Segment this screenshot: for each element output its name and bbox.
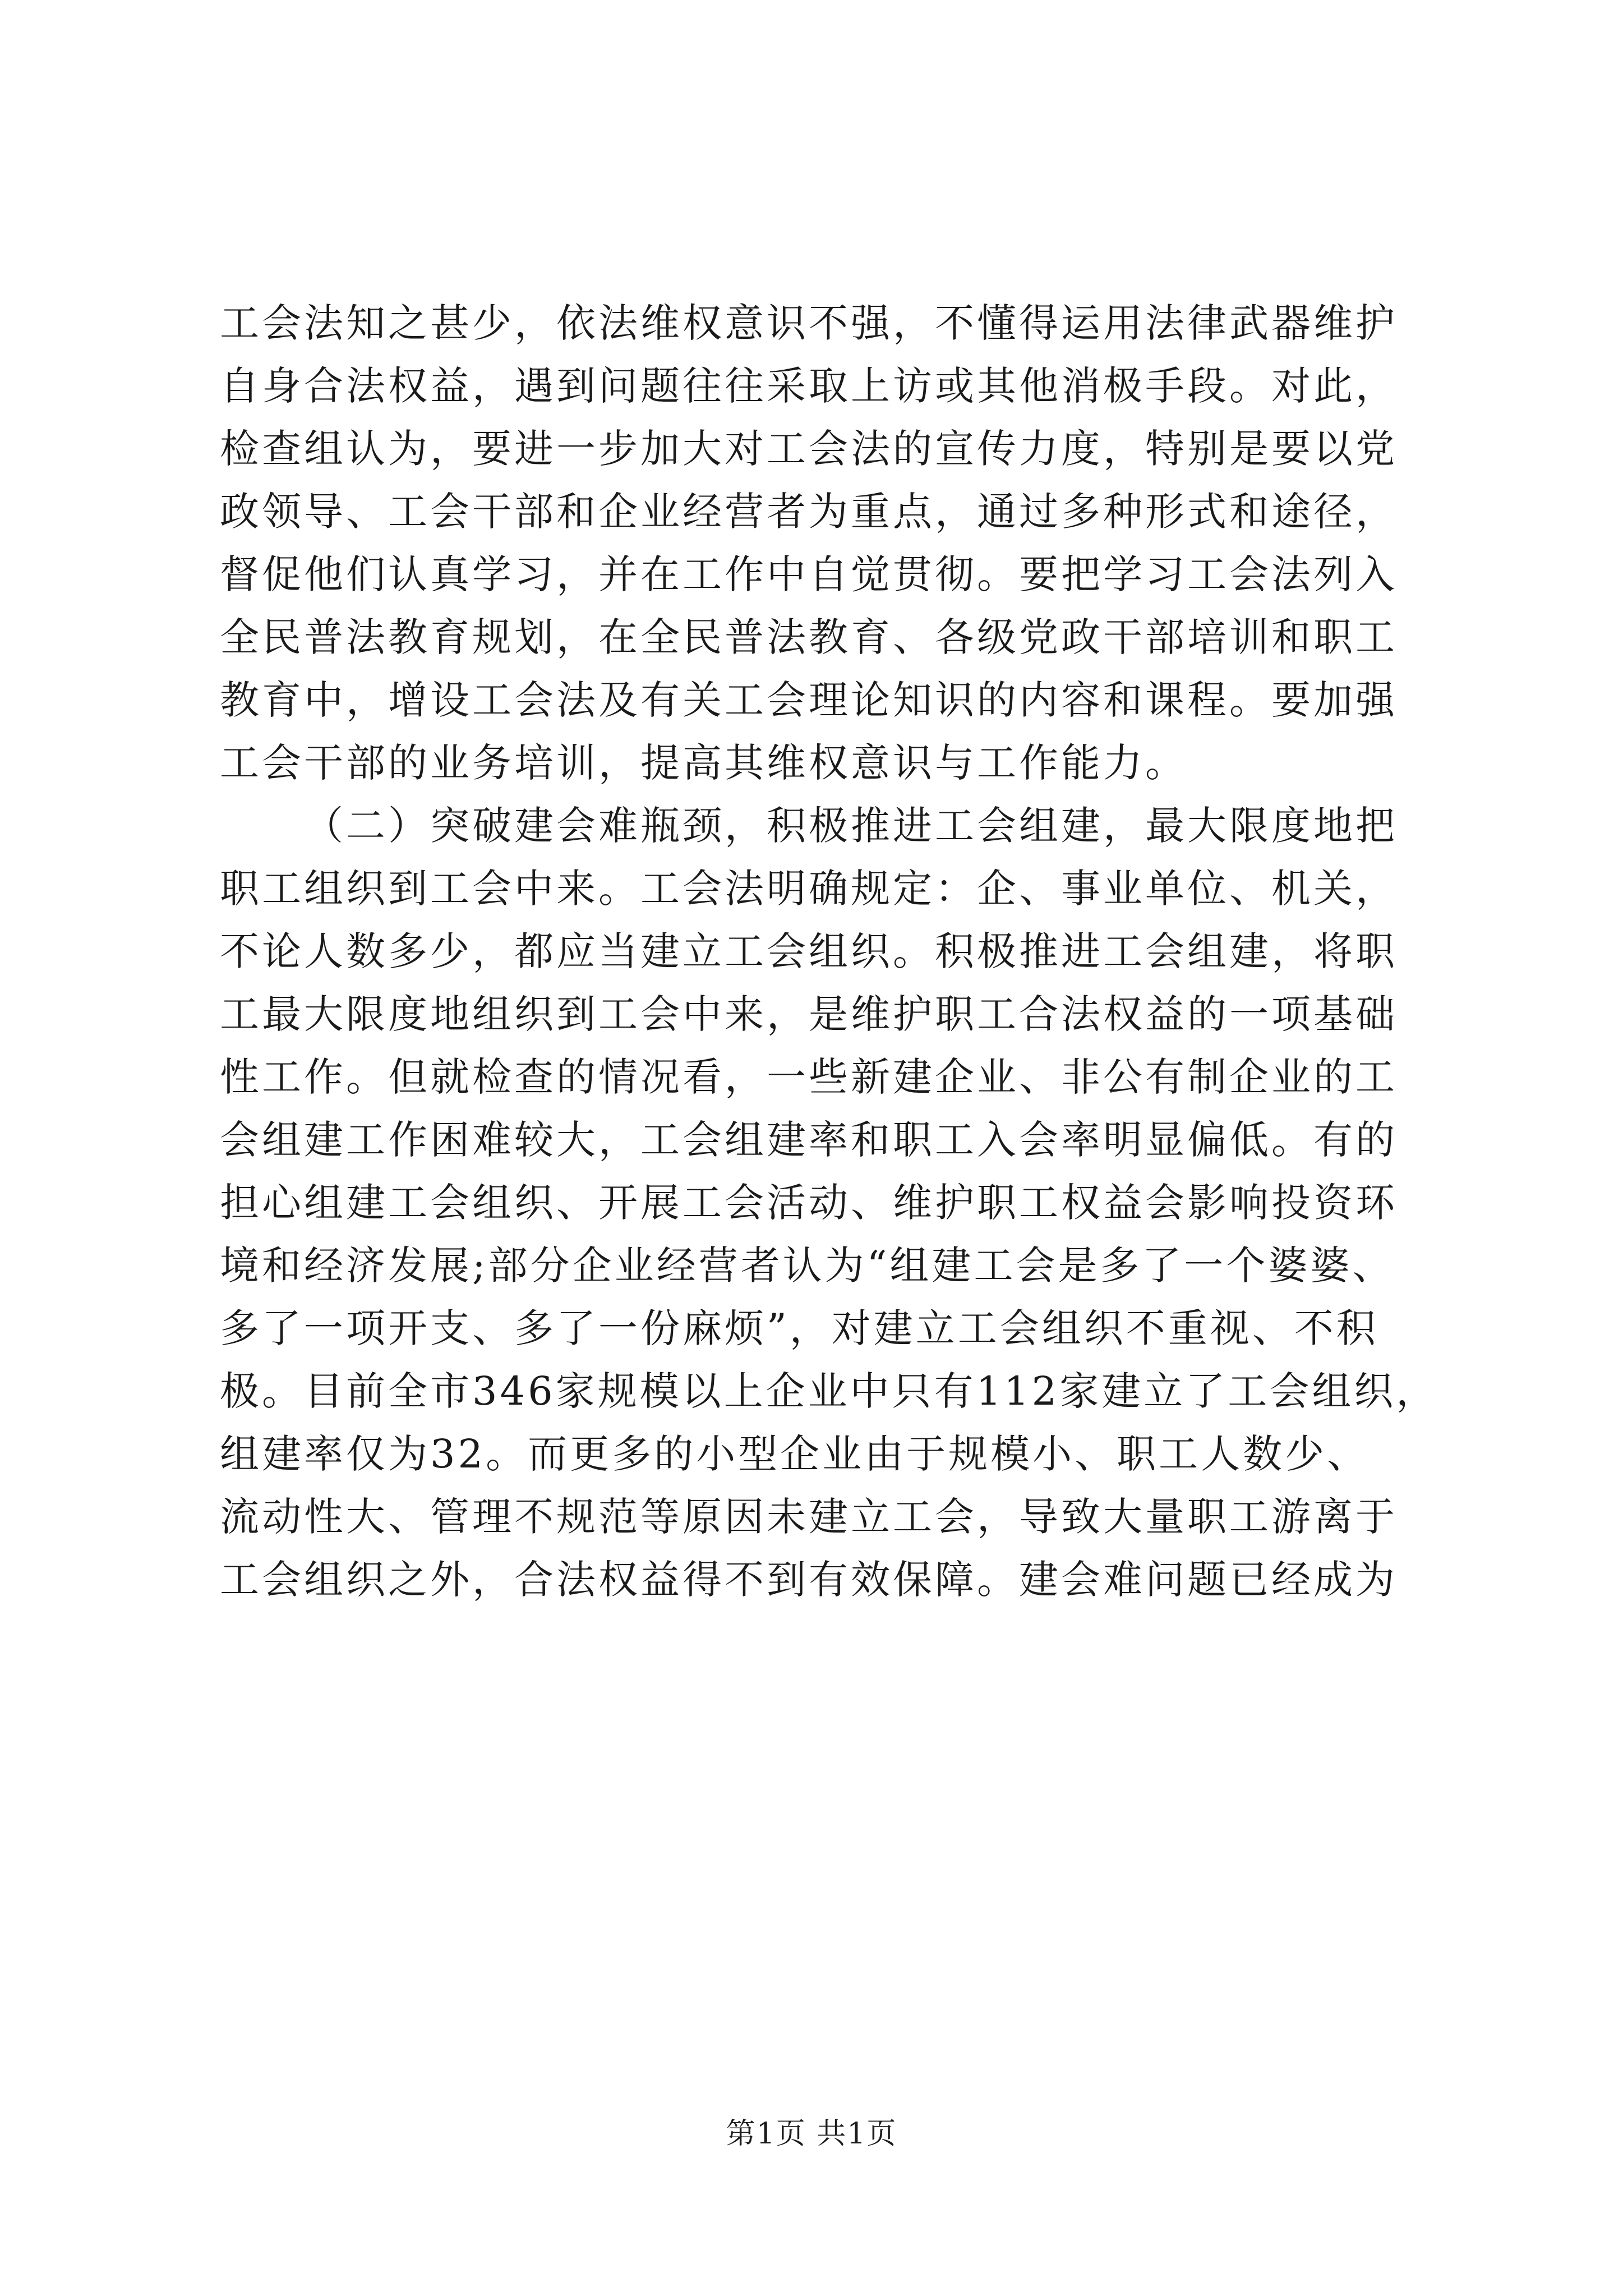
text-line: 检查组认为，要进一步加大对工会法的宣传力度，特别是要以党 [220, 426, 1398, 472]
text-line: 不论人数多少，都应当建立工会组织。积极推进工会组建，将职 [220, 928, 1398, 974]
paragraph-heading-line: （二）突破建会难瓶颈，积极推进工会组建，最大限度地把 [304, 803, 1398, 849]
text-line: 会组建工作困难较大，工会组建率和职工入会率明显偏低。有的 [220, 1117, 1398, 1163]
text-line: 工会组织之外，合法权益得不到有效保障。建会难问题已经成为 [220, 1557, 1398, 1603]
body-text [220, 292, 1438, 1611]
text-line: 全民普法教育规划，在全民普法教育、各级党政干部培训和职工 [220, 614, 1398, 660]
text-line: 政领导、工会干部和企业经营者为重点，通过多种形式和途径， [220, 489, 1398, 535]
text-line: 督促他们认真学习，并在工作中自觉贯彻。要把学习工会法列入 [220, 551, 1398, 597]
page-footer: 第1页 共1页 [726, 2117, 897, 2151]
text-line: 自身合法权益，遇到问题往往采取上访或其他消极手段。对此， [220, 363, 1398, 409]
text-line: 教育中，增设工会法及有关工会理论知识的内容和课程。要加强 [220, 677, 1398, 723]
text-line: 工会法知之甚少，依法维权意识不强，不懂得运用法律武器维护 [220, 300, 1398, 346]
text-line: 境和经济发展;部分企业经营者认为“组建工会是多了一个婆婆、 [220, 1243, 1395, 1289]
text-line: 性工作。但就检查的情况看，一些新建企业、非公有制企业的工 [220, 1054, 1398, 1100]
text-line: 担心组建工会组织、开展工会活动、维护职工权益会影响投资环 [220, 1180, 1398, 1226]
text-line: 职工组织到工会中来。工会法明确规定：企、事业单位、机关， [220, 866, 1398, 912]
text-line: 组建率仅为32。而更多的小型企业由于规模小、职工人数少、 [220, 1431, 1370, 1477]
text-line: 极。目前全市346家规模以上企业中只有112家建立了工会组织， [220, 1368, 1438, 1414]
text-line: 工会干部的业务培训，提高其维权意识与工作能力。 [220, 740, 1187, 786]
text-line: 工最大限度地组织到工会中来，是维护职工合法权益的一项基础 [220, 991, 1398, 1037]
text-line: 流动性大、管理不规范等原因未建立工会，导致大量职工游离于 [220, 1494, 1398, 1540]
text-line: 多了一项开支、多了一份麻烦”，对建立工会组织不重视、不积 [220, 1305, 1378, 1351]
